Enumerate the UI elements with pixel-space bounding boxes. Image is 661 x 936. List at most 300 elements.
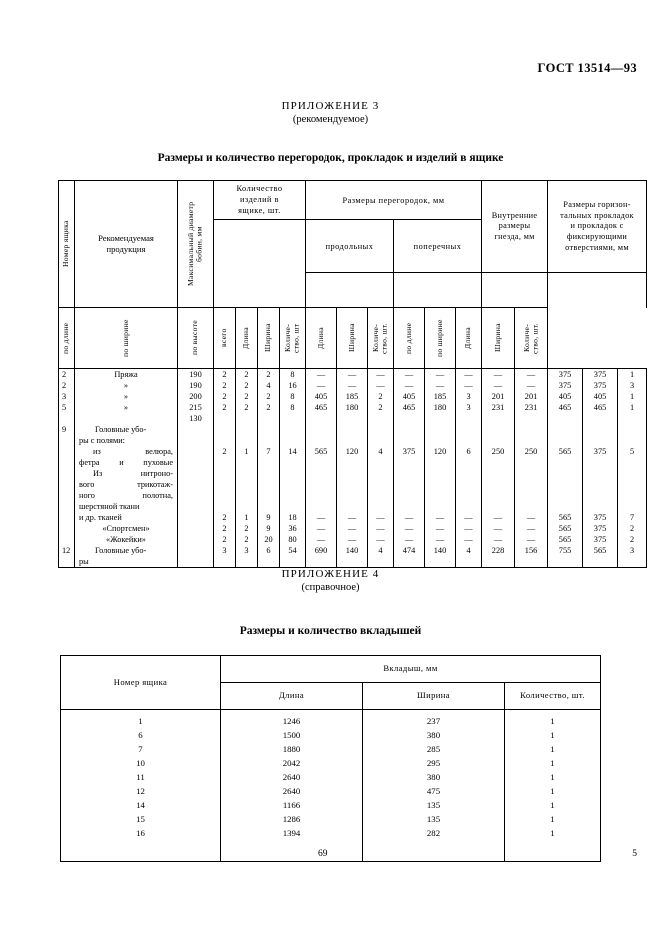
table-row — [59, 523, 647, 534]
cell-h-qty: 1 — [618, 369, 647, 381]
table-row — [59, 391, 647, 402]
cell-pl-qty: 4 — [368, 446, 394, 457]
cell-length: 1166 — [221, 799, 363, 813]
cell-h-len — [548, 556, 583, 568]
cell-qty: 1 — [505, 710, 601, 730]
cell-pl-wid: 140 — [337, 545, 368, 556]
cell-spacer — [221, 851, 363, 862]
cell-c-hei: 2 — [258, 369, 280, 381]
cell-h-wid: 465 — [583, 402, 618, 413]
cell-product: » — [75, 391, 178, 402]
header-long-width: Ширина — [258, 308, 280, 369]
cell-box-number: 2 — [59, 369, 75, 381]
cell-c-hei: 9 — [258, 523, 280, 534]
cell-h-qty — [618, 501, 647, 512]
cell-pt-qty: 3 — [456, 402, 482, 413]
cell-pt-wid — [425, 424, 456, 435]
table-bottom-padding — [61, 851, 601, 862]
cell-pl-qty — [368, 490, 394, 501]
cell-pl-len: 465 — [306, 402, 337, 413]
cell-box-number — [59, 490, 75, 501]
cell-pl-wid: 185 — [337, 391, 368, 402]
table-row — [59, 545, 647, 556]
cell-c-tot: 8 — [280, 369, 306, 381]
cell-pt-qty: — — [456, 380, 482, 391]
cell-dia — [178, 512, 214, 523]
cell-pt-qty — [456, 424, 482, 435]
cell-c-wid — [236, 435, 258, 446]
cell-pt-qty: — — [456, 512, 482, 523]
cell-in-len: — — [482, 380, 515, 391]
header-count-group: Количество изделий в ящике, шт. — [214, 181, 306, 220]
cell-in-len: — — [482, 512, 515, 523]
cell-pl-qty — [368, 457, 394, 468]
cell-pl-len — [306, 457, 337, 468]
table-row — [59, 512, 647, 523]
cell-box: 14 — [61, 799, 221, 813]
cell-h-qty: 2 — [618, 523, 647, 534]
cell-length: 2640 — [221, 771, 363, 785]
cell-pt-qty: 6 — [456, 446, 482, 457]
cell-c-wid: 2 — [236, 380, 258, 391]
cell-h-len: 375 — [548, 380, 583, 391]
cell-length: 1394 — [221, 827, 363, 851]
cell-h-wid — [583, 479, 618, 490]
cell-product: ного полотна, — [75, 490, 178, 501]
appendix-3-header — [0, 100, 661, 125]
cell-c-len: 2 — [214, 512, 236, 523]
cell-pl-len — [306, 435, 337, 446]
cell-box-number: 9 — [59, 424, 75, 435]
cell-pl-qty: — — [368, 380, 394, 391]
cell-pl-wid — [337, 556, 368, 568]
table-row — [59, 435, 647, 446]
cell-pl-len — [306, 479, 337, 490]
cell-c-tot: 36 — [280, 523, 306, 534]
t2-header-insert-group: Вкладыш, мм — [221, 656, 601, 683]
cell-dia: 190 — [178, 369, 214, 381]
cell-product: Из нитроно- — [75, 468, 178, 479]
cell-h-wid: 375 — [583, 523, 618, 534]
table-row — [59, 479, 647, 490]
cell-c-wid: 2 — [236, 534, 258, 545]
cell-pt-wid — [425, 468, 456, 479]
table-row — [59, 457, 647, 468]
t2-header-box-number: Номер ящика — [61, 656, 221, 710]
cell-pl-qty — [368, 556, 394, 568]
cell-c-wid: 1 — [236, 512, 258, 523]
cell-in-wid: — — [515, 534, 548, 545]
cell-box: 1 — [61, 710, 221, 730]
cell-product: и др. тканей — [75, 512, 178, 523]
header-inner-by-width: по ширине — [425, 308, 456, 369]
cell-dia: 190 — [178, 380, 214, 391]
cell-pl-qty — [368, 479, 394, 490]
table-row — [59, 446, 647, 457]
cell-h-len: 465 — [548, 402, 583, 413]
cell-h-qty: 5 — [618, 446, 647, 457]
cell-qty: 1 — [505, 743, 601, 757]
cell-dia — [178, 501, 214, 512]
cell-pl-len — [306, 501, 337, 512]
appendix-4-subtitle: (справочное) — [301, 582, 360, 593]
cell-box: 6 — [61, 729, 221, 743]
cell-h-wid — [583, 501, 618, 512]
cell-width: 380 — [363, 771, 505, 785]
cell-pt-len: 465 — [394, 402, 425, 413]
cell-box-number — [59, 556, 75, 568]
cell-pl-len — [306, 468, 337, 479]
cell-c-hei — [258, 490, 280, 501]
cell-c-tot: 14 — [280, 446, 306, 457]
table-row — [59, 490, 647, 501]
cell-h-len — [548, 457, 583, 468]
cell-pt-qty — [456, 435, 482, 446]
cell-pl-len — [306, 556, 337, 568]
partitions-table-head — [59, 181, 647, 369]
cell-product — [75, 413, 178, 424]
table-row — [59, 380, 647, 391]
cell-h-len — [548, 479, 583, 490]
cell-c-hei — [258, 424, 280, 435]
cell-pl-wid — [337, 435, 368, 446]
cell-box-number — [59, 457, 75, 468]
cell-pt-len: — — [394, 369, 425, 381]
cell-spacer — [505, 851, 601, 862]
cell-c-len — [214, 501, 236, 512]
cell-in-wid: — — [515, 369, 548, 381]
cell-pl-len: — — [306, 380, 337, 391]
appendix-3-subtitle: (рекомендуемое) — [292, 114, 369, 125]
cell-c-tot — [280, 501, 306, 512]
cell-in-wid — [515, 501, 548, 512]
cell-pt-len — [394, 424, 425, 435]
cell-pt-wid: — — [425, 512, 456, 523]
cell-h-qty — [618, 457, 647, 468]
cell-pl-len: 565 — [306, 446, 337, 457]
cell-h-wid: 565 — [583, 545, 618, 556]
cell-dia — [178, 556, 214, 568]
table-row — [61, 771, 601, 785]
t2-header-width: Ширина — [363, 683, 505, 710]
cell-pl-len: — — [306, 534, 337, 545]
cell-pt-len — [394, 457, 425, 468]
table-row — [59, 556, 647, 568]
cell-in-wid: 250 — [515, 446, 548, 457]
cell-pt-wid: 180 — [425, 402, 456, 413]
cell-in-len — [482, 457, 515, 468]
cell-in-wid — [515, 413, 548, 424]
cell-pt-wid — [425, 457, 456, 468]
cell-h-len: 565 — [548, 512, 583, 523]
cell-product: Головные убо- — [75, 424, 178, 435]
cell-c-wid — [236, 457, 258, 468]
cell-h-qty: 7 — [618, 512, 647, 523]
cell-product: из велюра, — [75, 446, 178, 457]
cell-pl-qty: 2 — [368, 391, 394, 402]
header-h-width: Ширина — [482, 308, 515, 369]
cell-c-tot — [280, 457, 306, 468]
cell-pt-len: 405 — [394, 391, 425, 402]
cell-in-wid: 156 — [515, 545, 548, 556]
header-subrow — [59, 308, 647, 369]
header-trans-length: Длина — [306, 308, 337, 369]
cell-pt-len — [394, 468, 425, 479]
cell-box: 11 — [61, 771, 221, 785]
cell-c-tot: 18 — [280, 512, 306, 523]
table-row — [61, 743, 601, 757]
cell-pl-len: — — [306, 369, 337, 381]
header-inner-spacer — [482, 273, 548, 308]
cell-c-hei — [258, 479, 280, 490]
cell-c-len: 3 — [214, 545, 236, 556]
cell-length: 1286 — [221, 813, 363, 827]
cell-c-len: 2 — [214, 523, 236, 534]
header-longitudinal-spacer — [306, 273, 394, 308]
cell-pt-len — [394, 479, 425, 490]
cell-pt-qty — [456, 479, 482, 490]
cell-dia — [178, 479, 214, 490]
cell-c-hei: 4 — [258, 380, 280, 391]
cell-pl-wid: 180 — [337, 402, 368, 413]
cell-pt-len: — — [394, 512, 425, 523]
cell-product: фетра и пуховые — [75, 457, 178, 468]
cell-dia — [178, 457, 214, 468]
header-long-quantity: Количе- ство, шт — [280, 308, 306, 369]
cell-pl-wid — [337, 457, 368, 468]
cell-box-number — [59, 435, 75, 446]
cell-in-len: 228 — [482, 545, 515, 556]
cell-width: 135 — [363, 813, 505, 827]
header-h-length: Длина — [456, 308, 482, 369]
cell-pt-wid: — — [425, 369, 456, 381]
cell-qty: 1 — [505, 827, 601, 851]
cell-c-tot: 16 — [280, 380, 306, 391]
cell-box: 10 — [61, 757, 221, 771]
cell-dia — [178, 523, 214, 534]
cell-in-len: 231 — [482, 402, 515, 413]
cell-length: 1246 — [221, 710, 363, 730]
cell-pl-wid: 120 — [337, 446, 368, 457]
cell-dia — [178, 446, 214, 457]
table-row — [59, 534, 647, 545]
appendix-4-header — [0, 568, 661, 593]
cell-box-number — [59, 523, 75, 534]
table-row — [61, 710, 601, 730]
cell-pl-wid: — — [337, 512, 368, 523]
cell-h-qty — [618, 479, 647, 490]
cell-width: 282 — [363, 827, 505, 851]
header-transverse: поперечных — [394, 220, 482, 273]
cell-h-len — [548, 501, 583, 512]
appendix-4-section-title: Размеры и количество вкладышей — [239, 625, 422, 637]
cell-width: 135 — [363, 799, 505, 813]
cell-pt-len — [394, 501, 425, 512]
cell-pt-len: 375 — [394, 446, 425, 457]
cell-box: 15 — [61, 813, 221, 827]
cell-in-wid — [515, 468, 548, 479]
cell-c-len: 2 — [214, 369, 236, 381]
cell-dia: 130 — [178, 413, 214, 424]
cell-box: 16 — [61, 827, 221, 851]
cell-dia — [178, 490, 214, 501]
cell-in-wid: 201 — [515, 391, 548, 402]
cell-c-hei — [258, 457, 280, 468]
cell-c-wid — [236, 424, 258, 435]
table-row — [61, 757, 601, 771]
cell-in-len: 201 — [482, 391, 515, 402]
cell-pl-qty — [368, 424, 394, 435]
cell-pt-len — [394, 435, 425, 446]
cell-pt-len — [394, 490, 425, 501]
cell-in-len — [482, 424, 515, 435]
cell-h-len: 375 — [548, 369, 583, 381]
cell-c-len — [214, 490, 236, 501]
cell-c-hei: 9 — [258, 512, 280, 523]
cell-pl-qty: — — [368, 512, 394, 523]
cell-pl-len — [306, 490, 337, 501]
cell-pl-wid — [337, 468, 368, 479]
cell-c-hei — [258, 468, 280, 479]
cell-h-len — [548, 424, 583, 435]
cell-h-wid — [583, 435, 618, 446]
table-row — [61, 799, 601, 813]
cell-h-len: 755 — [548, 545, 583, 556]
cell-pl-qty: — — [368, 534, 394, 545]
cell-c-hei — [258, 435, 280, 446]
cell-box: 7 — [61, 743, 221, 757]
cell-box-number: 5 — [59, 402, 75, 413]
cell-c-tot — [280, 424, 306, 435]
table-row — [61, 729, 601, 743]
cell-c-len — [214, 479, 236, 490]
cell-c-hei: 20 — [258, 534, 280, 545]
table-row — [59, 468, 647, 479]
cell-product: вого трикотаж- — [75, 479, 178, 490]
cell-pt-wid — [425, 556, 456, 568]
cell-spacer — [61, 851, 221, 862]
cell-pt-qty: 3 — [456, 391, 482, 402]
cell-in-wid — [515, 424, 548, 435]
cell-length: 2640 — [221, 785, 363, 799]
cell-pl-wid — [337, 479, 368, 490]
cell-c-len: 2 — [214, 402, 236, 413]
cell-pt-wid — [425, 479, 456, 490]
cell-width: 285 — [363, 743, 505, 757]
cell-c-tot: 80 — [280, 534, 306, 545]
cell-c-wid — [236, 413, 258, 424]
cell-product: ры с полями: — [75, 435, 178, 446]
cell-c-len: 2 — [214, 534, 236, 545]
cell-pl-len: 690 — [306, 545, 337, 556]
cell-qty: 1 — [505, 771, 601, 785]
cell-box: 12 — [61, 785, 221, 799]
cell-pt-qty — [456, 413, 482, 424]
cell-c-wid — [236, 468, 258, 479]
table-row — [59, 369, 647, 381]
cell-h-qty: 3 — [618, 380, 647, 391]
cell-c-hei: 7 — [258, 446, 280, 457]
cell-h-qty: 1 — [618, 391, 647, 402]
cell-pt-qty — [456, 457, 482, 468]
header-longitudinal: продольных — [306, 220, 394, 273]
cell-in-wid: 231 — [515, 402, 548, 413]
cell-pt-wid: 185 — [425, 391, 456, 402]
cell-pl-qty: — — [368, 369, 394, 381]
cell-c-len — [214, 468, 236, 479]
cell-c-wid — [236, 556, 258, 568]
cell-pt-len: — — [394, 523, 425, 534]
cell-pt-len: — — [394, 534, 425, 545]
header-long-length: Длина — [236, 308, 258, 369]
cell-in-wid: — — [515, 380, 548, 391]
cell-width: 295 — [363, 757, 505, 771]
cell-product: «Жокейки» — [75, 534, 178, 545]
cell-in-wid — [515, 479, 548, 490]
cell-c-wid: 2 — [236, 402, 258, 413]
cell-dia — [178, 424, 214, 435]
cell-product: «Спортсмен» — [75, 523, 178, 534]
cell-pt-qty: 4 — [456, 545, 482, 556]
cell-pl-wid — [337, 413, 368, 424]
appendix-3-title: ПРИЛОЖЕНИЕ 3 — [281, 100, 380, 112]
cell-dia — [178, 545, 214, 556]
cell-box-number — [59, 512, 75, 523]
cell-in-len — [482, 479, 515, 490]
cell-c-len — [214, 457, 236, 468]
cell-pl-wid: — — [337, 369, 368, 381]
cell-c-wid — [236, 479, 258, 490]
header-product: Рекомендуемая продукция — [75, 181, 178, 308]
cell-h-wid: 375 — [583, 380, 618, 391]
cell-h-len — [548, 413, 583, 424]
header-inner-group: Внутренние размеры гнезда, мм — [482, 181, 548, 273]
t2-header-length: Длина — [221, 683, 363, 710]
cell-h-wid — [583, 468, 618, 479]
cell-c-tot — [280, 556, 306, 568]
cell-pt-len: — — [394, 380, 425, 391]
appendix-4-title: ПРИЛОЖЕНИЕ 4 — [281, 568, 380, 580]
cell-box-number — [59, 534, 75, 545]
header-partitions-group: Размеры перегородок, мм — [306, 181, 482, 220]
cell-c-tot — [280, 490, 306, 501]
cell-c-wid: 2 — [236, 523, 258, 534]
cell-product: ры — [75, 556, 178, 568]
cell-width: 237 — [363, 710, 505, 730]
cell-h-len — [548, 468, 583, 479]
cell-pt-qty: — — [456, 523, 482, 534]
footer-page-right: 5 — [632, 849, 637, 859]
cell-pt-wid — [425, 501, 456, 512]
cell-pt-qty: — — [456, 534, 482, 545]
cell-pl-qty: 2 — [368, 402, 394, 413]
cell-box-number — [59, 468, 75, 479]
cell-box-number — [59, 446, 75, 457]
cell-in-wid — [515, 457, 548, 468]
cell-spacer — [363, 851, 505, 862]
cell-in-len — [482, 435, 515, 446]
cell-product: Пряжа — [75, 369, 178, 381]
table-row — [59, 424, 647, 435]
cell-h-qty — [618, 490, 647, 501]
cell-h-qty — [618, 413, 647, 424]
cell-c-tot — [280, 435, 306, 446]
cell-pl-wid — [337, 424, 368, 435]
cell-box-number — [59, 479, 75, 490]
cell-qty: 1 — [505, 785, 601, 799]
cell-h-len: 565 — [548, 534, 583, 545]
cell-pl-qty: — — [368, 523, 394, 534]
